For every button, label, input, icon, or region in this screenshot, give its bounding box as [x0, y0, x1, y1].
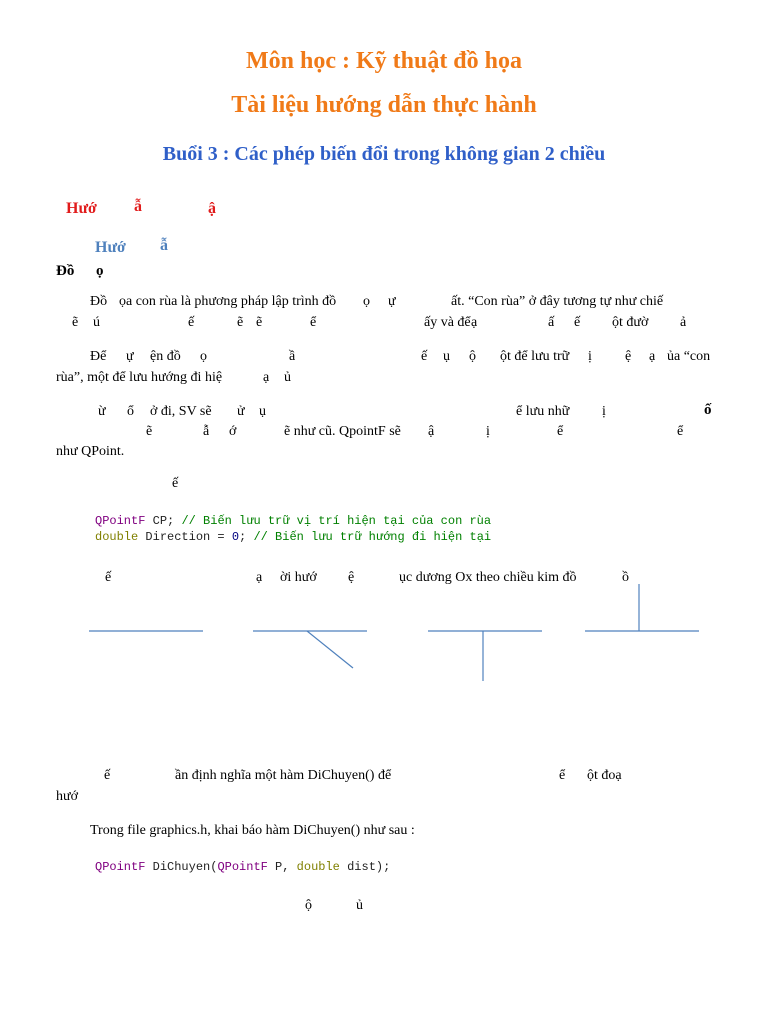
para-fragment: ột đoạ: [587, 768, 622, 783]
para-fragment: ổ: [127, 404, 134, 419]
para-fragment: ần định nghĩa một hàm DiChuyen() để: [175, 768, 392, 783]
para-fragment: như QPoint.: [56, 444, 125, 459]
para-fragment: ệ: [625, 349, 632, 364]
code-type: QPointF: [95, 514, 146, 528]
para-fragment: ế: [172, 476, 179, 491]
subheading-part: Hướ: [95, 239, 126, 256]
section-heading-part: Hướ: [66, 200, 97, 217]
para-fragment: ể: [310, 315, 317, 330]
para-fragment: Đồ: [90, 294, 108, 309]
section-heading-part: ậ: [208, 200, 216, 217]
para-fragment: ừ: [98, 404, 106, 419]
para-fragment: ử: [237, 404, 245, 419]
para-fragment: ẽ như cũ. QpointF sẽ: [284, 424, 401, 439]
code-comment: // Biến lưu trữ vị trí hiện tại của con rùa: [181, 514, 492, 528]
code-type: double: [296, 860, 340, 874]
para-fragment: ở đi, SV sẽ: [150, 404, 212, 419]
para-fragment: ột đườ: [612, 315, 649, 330]
para-fragment: ể: [559, 768, 566, 783]
para-fragment: Để: [90, 349, 107, 364]
code-text: ;: [239, 530, 254, 544]
para-fragment: ể: [677, 424, 684, 439]
para-fragment: ạ: [471, 315, 478, 330]
para-fragment: ọ: [200, 349, 207, 364]
para-fragment: hướ: [56, 789, 78, 804]
para-fragment: Trong file graphics.h, khai báo hàm DiChuyen() như sau :: [90, 823, 415, 838]
para-fragment: ệ: [348, 570, 355, 585]
para-fragment: ấ: [548, 315, 555, 330]
para-fragment: ạ: [263, 370, 270, 385]
code-text: CP;: [145, 514, 182, 528]
para-fragment: ủa “con: [667, 349, 711, 364]
code-text: DiChuyen(: [145, 860, 218, 874]
para-fragment: rùa”, một để lưu hướng đi hiệ: [56, 370, 223, 385]
para-fragment: ẽ: [237, 315, 244, 330]
para-fragment: ả: [680, 315, 687, 330]
para-fragment: ế: [104, 768, 111, 783]
para-fragment: ế: [574, 315, 581, 330]
para-fragment: ủ: [356, 898, 363, 913]
para-fragment: ột để lưu trữ: [500, 349, 570, 364]
code-type: QPointF: [95, 860, 146, 874]
code-text: dist);: [339, 860, 391, 874]
para-fragment: ậ: [428, 424, 435, 439]
para-fragment: ụ: [259, 404, 266, 419]
para-fragment: ị: [486, 424, 490, 439]
code-number: 0: [231, 530, 240, 544]
code-line: [95, 860, 390, 874]
code-type: QPointF: [217, 860, 268, 874]
para-fragment: ọa con rùa là phương pháp lập trình đồ: [119, 294, 337, 309]
code-text: Direction =: [138, 530, 232, 544]
code-comment: // Biến lưu trữ hướng đi hiện tại: [253, 530, 492, 544]
section-heading-part: ẫ: [134, 198, 142, 215]
bold-label-part: Đồ: [56, 263, 75, 279]
para-fragment: ế: [421, 349, 428, 364]
para-fragment: ẽ: [146, 424, 153, 439]
para-fragment: ẽ: [72, 315, 79, 330]
para-fragment: ủ: [284, 370, 291, 385]
para-fragment: ộ: [305, 898, 312, 913]
para-fragment: ể: [557, 424, 564, 439]
session-title: Buổi 3 : Các phép biến đổi trong không gian 2 chiều: [162, 143, 606, 165]
para-fragment: ấy và để: [424, 315, 471, 330]
para-fragment: ạ: [256, 570, 263, 585]
para-fragment: ọ: [363, 294, 370, 309]
para-fragment: ạ: [649, 349, 656, 364]
para-fragment: ự: [126, 349, 134, 364]
para-fragment: ế: [188, 315, 195, 330]
para-fragment: ồ: [622, 570, 629, 585]
code-text: P,: [267, 860, 297, 874]
para-fragment: ục dương Ox theo chiều kim đồ: [399, 570, 577, 585]
para-fragment: ể lưu nhữ: [516, 404, 570, 419]
para-fragment: ộ: [469, 349, 476, 364]
diagram-direction-ray-2: [307, 631, 353, 668]
para-fragment: ú: [93, 315, 100, 330]
para-fragment: ớ: [229, 424, 237, 439]
para-fragment: ự: [388, 294, 396, 309]
document-title: Tài liệu hướng dẫn thực hành: [231, 92, 537, 118]
para-fragment: ện đồ: [150, 349, 181, 364]
para-fragment: ố: [704, 402, 712, 418]
course-title: Môn học : Kỹ thuật đồ họa: [245, 48, 523, 74]
code-type: double: [95, 530, 139, 544]
para-fragment: ầ: [289, 349, 296, 364]
para-fragment: ẽ: [256, 315, 263, 330]
para-fragment: ất. “Con rùa” ở đây tương tự như chiế: [451, 294, 664, 309]
para-fragment: ế: [105, 570, 112, 585]
subheading-part: ẫ: [160, 237, 168, 254]
para-fragment: ụ: [443, 349, 450, 364]
para-fragment: ị: [588, 349, 592, 364]
para-fragment: ị: [602, 404, 606, 419]
para-fragment: ẫ: [203, 424, 210, 439]
para-fragment: ời hướ: [280, 570, 317, 585]
bold-label-part: ọ: [96, 263, 104, 279]
